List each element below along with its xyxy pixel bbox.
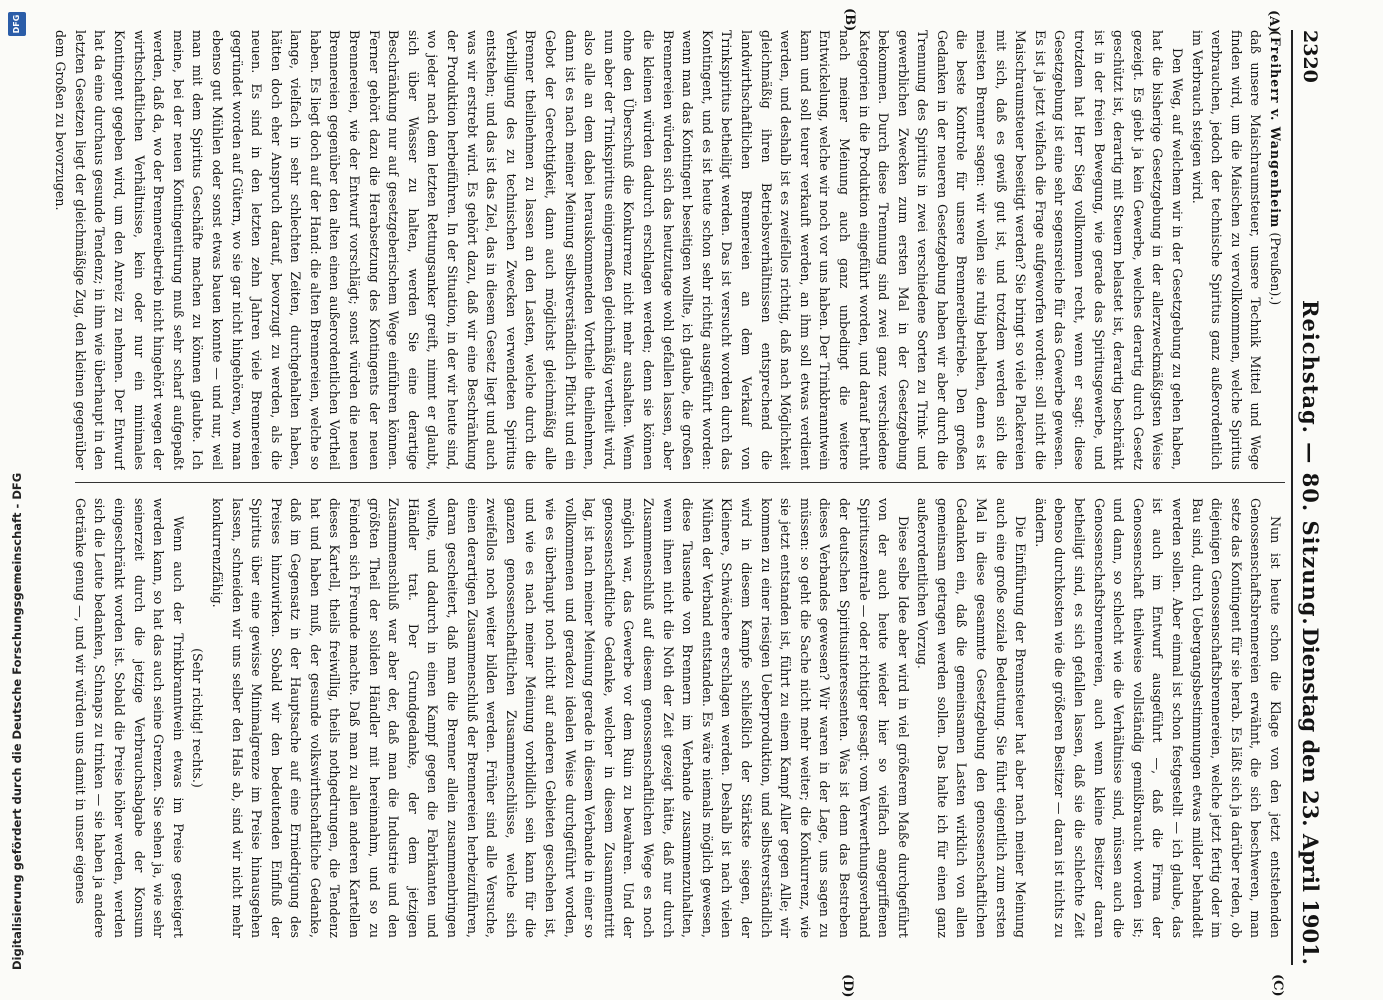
newspaper-page <box>25 8 1325 998</box>
interjection: (Sehr richtig! rechts.) <box>190 648 206 788</box>
margin-marker-b: (B) <box>842 8 857 32</box>
paragraph: Die Einführung der Brennsteuer hat aber nach meiner Meinung auch eine große soziale Bedeutung. Sie führt eigentlich zum ersten Mal in diese gesammte Gesetzgebung den genossenschaftlichen Gedanken ein, daß die gemeinsamen Lasten wirklich von allen gemeinsam getragen werden sollen. Das halte ich für einen ganz außerordentlichen Vorzug. <box>915 498 1029 938</box>
margin-marker-c: (C) <box>1270 974 1285 997</box>
column-divider <box>75 482 1285 483</box>
speaker-name: (Freiherr v. Wangenheim <box>1268 30 1283 229</box>
paragraph: Nun ist heute schon die Klage von den jetzt entstehenden Genossenschaftsbrennereien erwähnt, die sich beschweren, man setze das Kontingent für sie herab. Es läßt sich ja darüber reden, ob diejenigen Genossenschaftsbrennereien, welche jetzt fertig oder im Bau sind, durch Uebergangsbestimmungen etwas milder behandelt werden sollen. Aber einmal ist schon festgestellt — ich glaube, das ist auch im Entwurf ausgeführt —, daß die Firma der Genossenschaft theilweise vollständig gemißbraucht worden ist; und dann, so schlecht wie die Verhältnisse sind, müssen auch die Genossenschaftsbrennereien, auch wenn kleine Besitzer daran betheiligt sind, es sich gefallen lassen, daß sie die schlechte Zeit ebenso durchkosten wie die größeren Besitzer — daran ist nichts zu ändern. <box>1032 498 1283 938</box>
paragraph: Diese selbe Idee aber wird in viel größerem Maße durchgeführt von der auch heute wieder hier so vielfach angegriffenen Spirituszentrale — oder richtiger gesagt: vom Verwerthungsverband der deutschen Spiritusinteressenten. Was ist denn das Bestreben dieses Verbandes gewesen? Wir waren in der Lage, uns sagen zu müssen: so geht die Sache nicht mehr weiter; die Konkurrenz, wie sie jetzt entstanden ist, führt zu einem Kampf Aller gegen Alle; wir kommen zu einer riesigen Ueberproduktion, und selbstverständlich wird in diesem Kampfe schließlich der Stärkste siegen, der Kleinere, Schwächere erschlagen werden. Deshalb ist nach vielen Mühen der Verband entstanden. Es wäre niemals möglich gewesen, diese Tausende von Brennern im Verbande zusammenzuhalten, wenn ihnen nicht die Noth der Zeit gezeigt hätte, daß nur durch Zusammenschluß auf diesem genossenschaftlichen Wege es noch möglich war, das Gewerbe vor dem Ruin zu bewahren. Und der genossenschaftliche Gedanke, welcher in diesem Zusammentritt lag, ist nach meiner Meinung gerade in diesem Verbande in einer so vollkommenen und geradezu idealen Weise durchgeführt worden, wie es überhaupt noch nicht auf anderen Gebieten geschehen ist, und wie es nach meiner Meinung vorbildlich sein kann für die ganzen genossenschaftlichen Zusammenschlüsse, welche sich zweifellos noch weiter bilden werden. Früher sind alle Versuche, einen derartigen Zusammenschluß der Brennereien herbeizuführen, daran gescheitert, daß man die Brenner allein zusammenbringen wollte, und dadurch in einen Kampf gegen die Fabrikanten und Händler trat. Der Grundgedanke, der dem jetzigen Zusammenschluß war aber der, daß man die Industrie und den größten Theil der soliden Händler mit hereinnahm, und so zu Feinden sich Freunde machte. Daß man zu allen anderen Kartellen dieses Kartell, theils freiwillig, theils nothgedrungen, die Tendenz hat und haben muß, der gesunde volkswirthschaftliche Gedanke, daß im Gegensatz in der Hauptsache auf eine Erniedrigung des Preises hinzuwirken. Sobald wir den bedeutenden Einfluß der Spiritus über eine gewisse Minimalgrenze im Preise hinausgehen lassen, schneiden wir uns selber den Hals ab, sind wir nicht mehr konkurrenzfähig. <box>209 498 911 938</box>
paragraph: Den Weg, auf welchem wir in der Gesetzgebung zu gehen haben, hat die bisherige Gesetzgebung in der allerzweckmäßigsten Weise gezeigt. Es giebt ja kein Gewerbe, welches derartig durch Gesetz geschützt ist, derartig mit Steuern belastet ist, derartig beschränkt ist in der freien Bewegung, wie gerade das Spiritusgewerbe, und trotzdem hat Herr Sieg vollkommen recht, wenn er sagt: diese Gesetzgebung ist eine sehr segensreiche für das Gewerbe gewesen. Es ist ja jetzt vielfach die Frage aufgeworfen worden: soll nicht die Maischraumsteuer beseitigt werden? Sie bringt so viele Plackereien mit sich, daß es gewiß gut ist, und trotzdem werden sich die meisten Brenner sagen: wir wollen sie ruhig behalten, denn es ist die beste Kontrole für unsere Brennereibetriebe. Den großen Gedanken in der neueren Gesetzgebung haben wir aber durch die Trennung des Spiritus in zwei verschiedene Sorten zu Trink- und gewerblichen Zwecken zum ersten Mal in der Gesetzgebung bekommen. Durch diese Trennung sind zwei ganz verschiedene Kategorien in die Produktion eingeführt worden, und darauf beruht nach meiner Meinung auch ganz unbedingt die weitere Entwickelung, welche wir noch vor uns haben. Der Trinkbranntwein kann und soll teurer verkauft werden, an ihm soll etwas verdient werden, und deshalb ist es zweifellos richtig, daß nach Möglichkeit gleichmäßig ihren Betriebsverhältnissen entsprechend die landwirthschaftlichen Brennereien an dem Verkauf von Trinkspiritus betheiligt werden. Das ist versucht worden durch das Kontingent, und es ist heute schon sehr richtig ausgeführt worden: wenn man das Kontingent beseitigen wollte, ich glaube, die großen Brennereien würden sich das heutzutage wohl gefallen lassen, aber die kleinen würden dadurch erschlagen werden; denn sie können ohne den Überschuß die Konkurrenz nicht mehr aushalten. Wenn nun aber der Trinkspiritus einigermaßen gleichmäßig vertheilt wird, also alle an dem dabei herauskommenden Vortheile theilnehmen, dann ist es nach meiner Meinung selbstverständlich Pflicht und ein Gebot der Gerechtigkeit, dann auch möglichst gleichmäßig alle Brenner theilnehmen zu lassen an den Lasten, welche durch die Verbilligung des zu technischen Zwecken verwendeten Spiritus entstehen; und das ist das Ziel, das in diesem Gesetz liegt und auch was wir erstrebt wird. Es gehört dazu, daß wir eine Beschränkung der Produktion herbeiführen. In der Situation, in der wir heute sind, wo jeder nach dem letzten Rettungsanker greift, nimmt er glaubt, sich über Wasser zu halten, werden Sie eine derartige Beschränkung nur auf gesetzgeberischem Wege einführen können. Ferner gehört dazu die Herabsetzung des Kontingents der neuen Brennereien, wie der Entwurf vorschlägt; sonst würden die neuen Brennereien gegenüber den alten einen außerordentlichen Vortheil haben. Es liegt doch auf der Hand: die alten Brennereien, welche so lange, vielfach in sehr schlechten Zeiten, durchgehalten haben, hätten doch eher Anspruch darauf, bevorzugt zu werden, als die neuen. Es sind in den letzten zehn Jahren viele Brennereien gegründet worden auf Gütern, wo sie gar nicht hingehören, wo man ebenso gut Mühlen oder sonst etwas bauen konnte — und nur, weil man mit dem Spiritus Geschäfte machen zu können glaubte. Ich meine, bei der neuen Kontingentirung muß sehr scharf aufgepaßt werden, daß da, wo der Brennereibetrieb nicht hingehört wegen der wirthschaftlichen Verhältnisse, kein oder nur ein minimales Kontingent gegeben wird, um den Anreiz zu nehmen. Der Entwurf hat da eine durchaus gesunde Tendenz; in ihm wie überhaupt in den letzten Gesetzen liegt der gleichmäßige Zug, den kleinen gegenüber dem Großen zu bevorzugen. <box>53 30 1186 470</box>
page-title: Reichstag. — 80. Sitzung. <box>1298 300 1323 626</box>
margin-marker-a: (A) <box>1266 10 1281 33</box>
paragraph: daß unsere Maischraumsteuer, unsere Technik Mittel und Wege finden wird, um die Maischen zu vervollkommnen, welche Spiritus verbrauchen, jedoch der technische Spiritus ganz außerordentlich im Verbrauch steigen wird. <box>1189 30 1264 470</box>
footer-credit: Digitalisierung gefördert durch die Deutsche Forschungsgemeinschaft - DFG <box>10 472 24 970</box>
dfg-logo: DFG <box>8 12 26 36</box>
page-number: 2320 <box>1299 30 1321 83</box>
right-column <box>45 498 1285 938</box>
header-rule <box>1291 30 1293 965</box>
margin-marker-d: (D) <box>840 974 855 998</box>
speaker-line <box>1265 30 1285 470</box>
speaker-party: (Preußen).) <box>1268 232 1283 306</box>
session-date: Dienstag den 23. April 1901. <box>1298 627 1323 965</box>
left-column <box>45 30 1285 470</box>
digitization-footer <box>4 0 34 1000</box>
page-header <box>1297 30 1325 965</box>
paragraph: Wenn auch der Trinkbranntwein etwas im Preise gesteigert werden kann, so hat das auch seine Grenzen. Sie sehen ja, wie sehr seinerzeit durch die jetzige Verbrauchsabgabe der Konsum eingeschränkt worden ist. Sobald die Preise höher werden, werden sich die Leute bedanken, Schnaps zu trinken — sie haben ja andere Getränke genug —, und wir würden uns damit in unser eigenes <box>72 498 186 938</box>
